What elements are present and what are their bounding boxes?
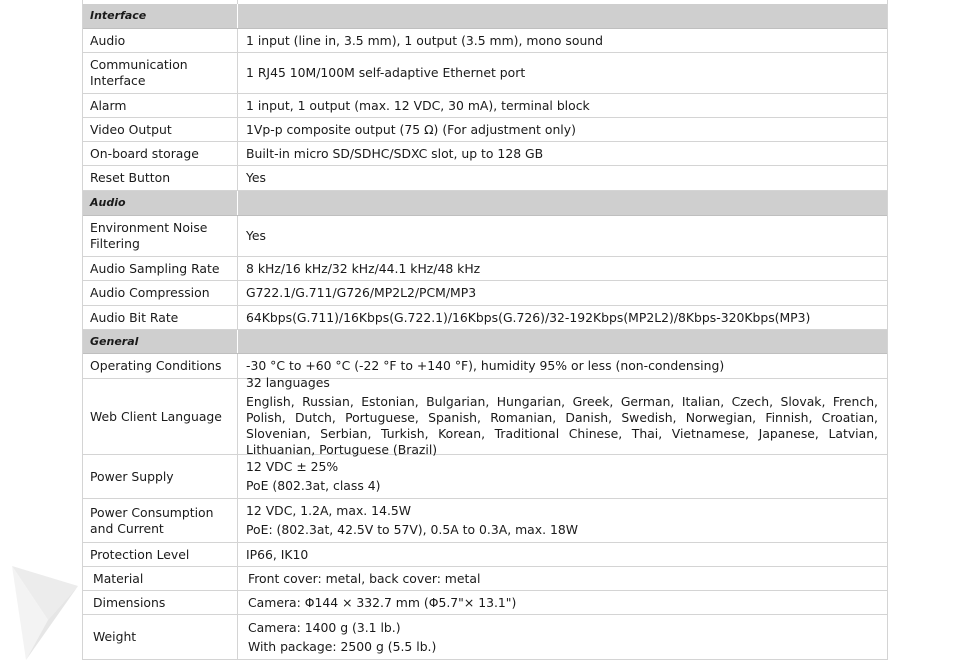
row-value: IP66, IK10 [246,546,309,562]
row-value: PoE: (802.3at, 42.5V to 57V), 0.5A to 0.3A, max. 18W [246,522,578,537]
row-label: Audio Compression [83,281,238,305]
section-header-interface [83,4,887,29]
row-value: 12 VDC ± 25% [246,459,339,474]
row-value: Yes [246,170,267,185]
row-label: Reset Button [83,166,238,190]
spec-table [82,0,888,660]
table-row [83,591,887,615]
section-header-audio [83,191,887,216]
row-label: Web Client Language [83,379,238,454]
table-row [83,118,887,142]
row-value: 64Kbps(G.711)/16Kbps(G.722.1)/16Kbps(G.726)/32-192Kbps(MP2L2)/8Kbps-320Kbps(MP3) [246,309,811,325]
table-row [83,216,887,257]
row-value: G722.1/G.711/G726/MP2L2/PCM/MP3 [246,285,477,300]
row-label: Audio [83,29,238,52]
section-title: General [83,330,238,353]
row-value: 12 VDC, 1.2A, max. 14.5W [246,503,412,518]
table-row [83,166,887,191]
row-value: Camera: Φ144 × 332.7 mm (Φ5.7"× 13.1") [248,594,517,610]
table-row [83,142,887,166]
row-label: Material [83,567,238,590]
table-row [83,499,887,543]
table-row [83,455,887,499]
row-value: English, Russian, Estonian, Bulgarian, Hungarian, Greek, German, Italian, Czech, Slovak, French, Polish, Dutch, Portuguese, Spanish, Romanian, Danish, Swedish, Norwegian, Finnish, Croatian, Slovenian, Serbian, Turkish, Korean, Traditional Chinese, Thai, Vietnamese, Japanese, Latvian, Lithuanian, Portuguese (Brazil) [246,394,878,457]
table-row [83,29,887,53]
row-value: 1Vp-p composite output (75 Ω) (For adjustment only) [246,121,576,137]
section-header-general [83,330,887,354]
row-value: -30 °C to +60 °C (-22 °F to +140 °F), humidity 95% or less (non-condensing) [246,358,725,373]
row-value: 1 RJ45 10M/100M self-adaptive Ethernet port [246,65,526,80]
row-label: On-board storage [83,142,238,165]
row-value: Front cover: metal, back cover: metal [248,570,481,586]
row-label: Communication Interface [83,53,238,93]
row-value: 1 input (line in, 3.5 mm), 1 output (3.5 mm), mono sound [246,32,604,48]
row-label: Power Consumption and Current [83,499,238,542]
row-value: With package: 2500 g (5.5 lb.) [248,638,437,654]
table-row [83,306,887,330]
table-row [83,53,887,94]
row-label: Protection Level [83,543,238,566]
section-title: Interface [83,4,238,28]
table-row [83,615,887,660]
table-row [83,257,887,281]
row-value: Yes [246,228,267,243]
row-value: 8 kHz/16 kHz/32 kHz/44.1 kHz/48 kHz [246,260,481,276]
table-row [83,281,887,306]
logo-watermark-icon [8,560,88,664]
row-label: Video Output [83,118,238,141]
table-row [83,375,887,457]
row-label: Audio Bit Rate [83,306,238,329]
row-value: Camera: 1400 g (3.1 lb.) [248,619,401,635]
row-value: 1 input, 1 output (max. 12 VDC, 30 mA), terminal block [246,97,590,113]
table-row [83,543,887,567]
row-label: Dimensions [83,591,238,614]
row-value: Built-in micro SD/SDHC/SDXC slot, up to 128 GB [246,145,544,161]
table-row [83,94,887,118]
row-label: Power Supply [83,455,238,498]
row-label: Weight [83,615,238,659]
row-value: PoE (802.3at, class 4) [246,478,381,493]
row-label: Audio Sampling Rate [83,257,238,280]
row-value-heading: 32 languages [246,375,330,390]
row-label: Alarm [83,94,238,117]
section-title: Audio [83,191,238,215]
row-label: Operating Conditions [83,354,238,378]
table-row [83,567,887,591]
row-label: Environment Noise Filtering [83,216,238,256]
